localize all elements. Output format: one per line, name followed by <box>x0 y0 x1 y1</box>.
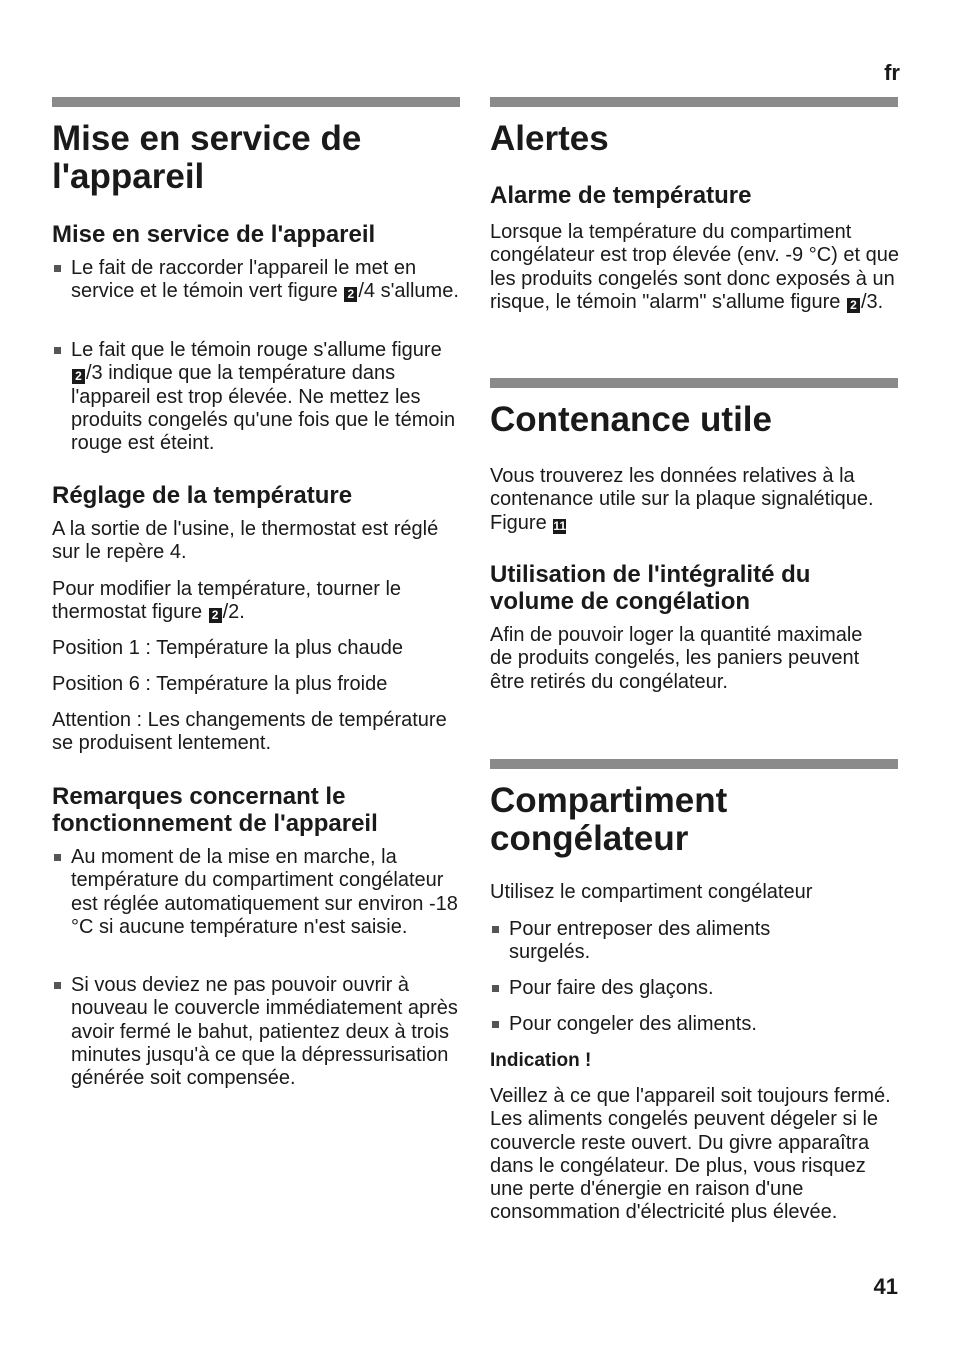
list-item: Pour congeler des aliments. <box>490 1013 889 1036</box>
subsection-heading: Réglage de la température <box>52 482 353 509</box>
subsection-heading: Mise en service de l'appareil <box>52 221 376 248</box>
figure-reference-icon: 2 <box>209 608 222 623</box>
section-divider <box>490 378 898 388</box>
subsection-heading: Utilisation de l'intégralité du volume de congélation <box>490 561 811 615</box>
paragraph: Pour modifier la température, tourner le thermostat figure 2 /2. <box>52 578 402 624</box>
page-number: 41 <box>873 1274 898 1299</box>
figure-reference-icon: 2 <box>344 287 357 302</box>
paragraph: Utilisez le compartiment congélateur <box>490 881 813 903</box>
note-label: Indication ! <box>490 1050 592 1071</box>
list-item: Pour faire des glaçons. <box>490 977 889 1000</box>
subsection-heading: Alarme de température <box>490 182 752 209</box>
paragraph: Attention : Les changements de température se produisent lentement. <box>52 709 447 755</box>
paragraph: A la sortie de l'usine, le thermostat est réglé sur le repère 4. <box>52 518 439 564</box>
paragraph: Position 1 : Température la plus chaude <box>52 637 403 659</box>
figure-reference-icon: 2 <box>847 298 860 313</box>
list-item: Pour entreposer des aliments surgelés. <box>490 918 829 965</box>
section-divider <box>490 97 898 107</box>
figure-reference-icon: 11 <box>553 518 567 533</box>
section-divider <box>490 759 898 769</box>
section-title: Mise en service de l'appareil <box>52 119 362 196</box>
section-title: Alertes <box>490 119 609 158</box>
paragraph: Position 6 : Température la plus froide <box>52 673 388 695</box>
subsection-heading: Remarques concernant le fonctionnement de l'appareil <box>52 783 378 837</box>
paragraph: Vous trouverez les données relatives à la contenance utile sur la plaque signalétique. Figure 11 <box>490 465 874 534</box>
section-title: Compartiment congélateur <box>490 781 728 858</box>
section-title: Contenance utile <box>490 400 772 439</box>
list-item: Si vous deviez ne pas pouvoir ouvrir à nouveau le couvercle immédiatement après avoir fermé le bahut, patientez deux à trois minutes jusqu'à ce que la dépressurisation générée soit compensée. <box>52 974 463 1090</box>
list-item: Le fait de raccorder l'appareil le met en service et le témoin vert figure 2 /4 s'allume. <box>52 257 461 304</box>
paragraph: Veillez à ce que l'appareil soit toujours fermé. Les aliments congelés peuvent dégeler si le couvercle reste ouvert. Du givre apparaîtra dans le congélateur. De plus, vous risquez une perte d'énergie en raison d'une consommation d'électricité plus élevée. <box>490 1085 891 1224</box>
paragraph: Afin de pouvoir loger la quantité maximale de produits congelés, les paniers peuvent être retirés du congélateur. <box>490 624 863 693</box>
list-item: Le fait que le témoin rouge s'allume figure 2 /3 indique que la température dans l'appareil est trop élevée. Ne mettez les produits congelés qu'une fois que le témoin rouge est éteint. <box>52 339 461 455</box>
language-tag: fr <box>884 60 900 85</box>
section-divider <box>52 97 460 107</box>
attention-label: Attention : <box>52 709 143 731</box>
paragraph: Lorsque la température du compartiment congélateur est trop élevée (env. -9 °C) et que les produits congelés sont donc exposés à un risque, le témoin "alarm" s'allume figure 2 /3. <box>490 221 899 313</box>
figure-reference-icon: 2 <box>72 369 85 384</box>
list-item: Au moment de la mise en marche, la température du compartiment congélateur est réglée automatiquement sur environ -18 °C si aucune température n'est saisie. <box>52 846 463 939</box>
